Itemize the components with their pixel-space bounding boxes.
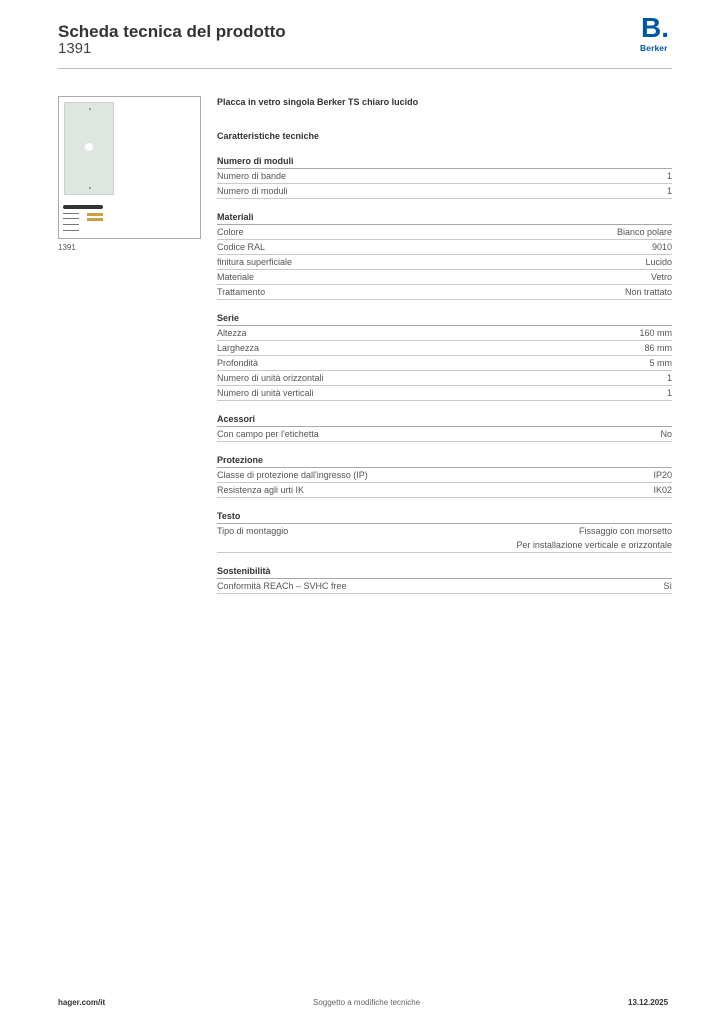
spec-label: Trattamento [217, 287, 266, 297]
footer-website: hager.com/it [58, 998, 106, 1007]
spec-label: finitura superficiale [217, 257, 293, 267]
section-heading: Acessori [217, 412, 672, 427]
spec-row [217, 579, 672, 594]
spec-value-line: Sì [663, 581, 672, 591]
spec-label: Numero di moduli [217, 186, 288, 196]
spec-row [217, 326, 672, 341]
berker-logo [640, 12, 676, 56]
spec-value [667, 184, 672, 198]
spec-value-line: No [660, 429, 672, 439]
plate-opening [85, 143, 93, 151]
spec-value-line: 86 mm [644, 343, 672, 353]
spec-label: Classe di protezione dall'ingresso (IP) [217, 470, 368, 480]
spec-value [639, 326, 672, 340]
spec-value-line: 1 [666, 373, 672, 383]
mounting-bar-icon [63, 205, 103, 209]
spec-value-line: Bianco polare [616, 227, 672, 237]
spec-value-line: Per installazione verticale e orizzontale [516, 540, 672, 550]
section-heading: Materiali [217, 210, 672, 225]
section-heading: Sostenibilità [217, 564, 672, 579]
header-divider [58, 68, 672, 69]
spec-value [667, 169, 672, 183]
spec-value-line: 9010 [651, 242, 672, 252]
spec-row [217, 169, 672, 184]
screw-icon [87, 218, 103, 221]
spec-value [617, 225, 672, 239]
page-title: Scheda tecnica del prodotto [58, 22, 286, 41]
section-heading: Protezione [217, 453, 672, 468]
spec-value-line: 1 [666, 388, 672, 398]
logo-text: Berker [640, 43, 668, 53]
accessory-line-icon [63, 230, 79, 231]
screw-dot-bottom [89, 187, 91, 189]
image-caption: 1391 [58, 243, 76, 252]
spec-value [644, 341, 672, 355]
footer-note: Soggetto a modifiche tecniche [313, 998, 421, 1007]
spec-label: Materiale [217, 272, 255, 282]
spec-label: Con campo per l'etichetta [217, 429, 319, 439]
product-code: 1391 [58, 40, 92, 57]
spec-row [217, 468, 672, 483]
spec-row [217, 225, 672, 240]
section-heading: Serie [217, 311, 672, 326]
spec-value [663, 579, 672, 593]
section-heading: Testo [217, 509, 672, 524]
spec-row [217, 240, 672, 255]
spec-label: Conformità REACh – SVHC free [217, 581, 347, 591]
spec-value-line: 5 mm [649, 358, 672, 368]
spec-value-line: Non trattato [624, 287, 672, 297]
spec-value [653, 468, 672, 482]
spec-value-line: Vetro [650, 272, 672, 282]
spec-value-line: 1 [666, 186, 672, 196]
spec-value [652, 240, 672, 254]
spec-content [217, 95, 672, 594]
spec-label: Codice RAL [217, 242, 266, 252]
spec-label: Profondità [217, 358, 259, 368]
spec-subtitle: Caratteristiche tecniche [217, 131, 320, 141]
spec-label: Numero di unità orizzontali [217, 373, 324, 383]
spec-row [217, 270, 672, 285]
accessory-line-icon [63, 218, 79, 219]
accessory-line-icon [63, 224, 79, 225]
spec-value-line: Lucido [645, 257, 672, 267]
spec-label: Altezza [217, 328, 247, 338]
spec-value-line: 1 [666, 171, 672, 181]
spec-value-line: IK02 [653, 485, 672, 495]
spec-row [217, 341, 672, 356]
spec-label: Larghezza [217, 343, 260, 353]
screw-icon [87, 213, 103, 216]
spec-label: Numero di unità verticali [217, 388, 314, 398]
spec-label: Resistenza agli urti IK [217, 485, 305, 495]
spec-value [651, 270, 672, 284]
footer-date: 13.12.2025 [628, 998, 669, 1007]
spec-row [217, 255, 672, 270]
spec-row [217, 371, 672, 386]
product-title: Placca in vetro singola Berker TS chiaro lucido [217, 97, 419, 107]
spec-label: Numero di bande [217, 171, 287, 181]
spec-value [625, 285, 672, 299]
spec-value [516, 524, 672, 552]
spec-value [667, 371, 672, 385]
spec-value-line: Fissaggio con morsetto [578, 526, 672, 536]
logo-mark: B. [641, 12, 669, 43]
spec-value [667, 386, 672, 400]
spec-row [217, 524, 672, 553]
spec-sections [217, 154, 672, 594]
spec-row [217, 427, 672, 442]
spec-value [653, 483, 672, 497]
spec-value-line: IP20 [653, 470, 672, 480]
screw-dot-top [89, 108, 91, 110]
spec-value-line: 160 mm [639, 328, 672, 338]
spec-row [217, 184, 672, 199]
spec-row [217, 483, 672, 498]
section-heading: Numero di moduli [217, 154, 672, 169]
spec-row [217, 386, 672, 401]
product-image [58, 96, 201, 239]
spec-row [217, 356, 672, 371]
spec-value [645, 255, 672, 269]
glass-cover-plate-icon [64, 102, 114, 195]
spec-value [660, 427, 672, 441]
spec-row [217, 285, 672, 300]
spec-label: Colore [217, 227, 244, 237]
spec-value [650, 356, 673, 370]
accessory-line-icon [63, 213, 79, 214]
spec-label: Tipo di montaggio [217, 526, 289, 536]
